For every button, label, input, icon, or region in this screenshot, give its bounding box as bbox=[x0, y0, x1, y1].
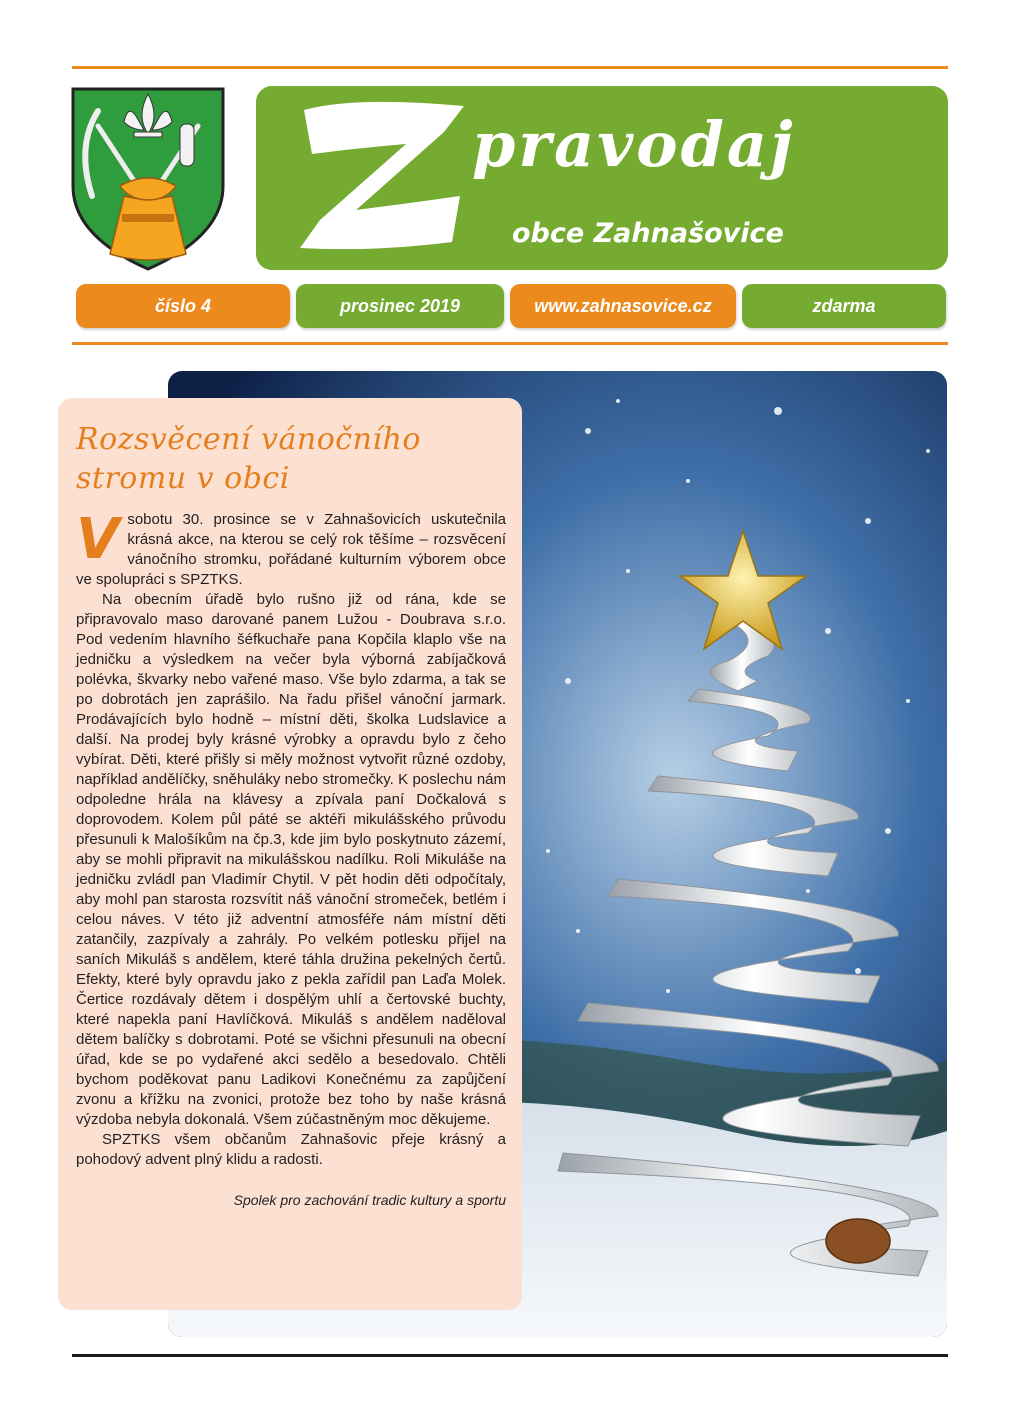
issue-date: prosinec 2019 bbox=[296, 284, 504, 328]
top-rule bbox=[72, 66, 948, 69]
article-paragraph: SPZTKS všem občanům Zahnašovic přeje krásný a pohodový advent plný klidu a radosti. bbox=[76, 1131, 506, 1168]
article-title: Rozsvěcení vánočního stromu v obci bbox=[76, 422, 421, 496]
header-rule bbox=[72, 342, 948, 345]
website-link[interactable]: www.zahnasovice.cz bbox=[534, 295, 712, 316]
article-box bbox=[58, 398, 522, 1310]
article-body bbox=[76, 507, 506, 1170]
price-badge: zdarma bbox=[742, 284, 946, 328]
article-paragraph: sobotu 30. prosince se v Zahnašovicích uskutečnila krásná akce, na kterou se celý rok těšíme – rozsvěcení vánočního stromku, pořádané kulturním výborem obce ve spolupráci s SPZTKS. bbox=[76, 511, 506, 588]
masthead-subtitle: obce Zahnašovice bbox=[512, 218, 784, 249]
website-badge[interactable] bbox=[510, 284, 736, 328]
footer-rule bbox=[72, 1354, 948, 1357]
masthead-z-glyph bbox=[294, 92, 474, 262]
masthead-title: pravodaj bbox=[472, 108, 796, 181]
issue-number: číslo 4 bbox=[76, 284, 290, 328]
drop-cap: V bbox=[76, 507, 120, 572]
article-paragraph: Na obecním úřadě bylo rušno již od rána, kde se připravovalo maso darované panem Lužou - Doubrava s.r.o. Pod vedením hlavního šéfkuchaře pana Kopčila klaplo vše na jedničku a výsledkem na večer byla výborná zabíjačková polévka, škvarky nebo vařené maso. Vše bylo zdarma, a tak se po dobrotách jen zaprášilo. Na řadu přišel vánoční jarmark. Prodávajících bylo hodně – místní děti, školka Ludslavice a další. Na prodej byly krásné výrobky a opravdu bylo z čeho vybírat. Děti, které přišly si měly možnost vytvořit různé ozdoby, například andělíčky, sněhuláky nebo stromečky. K poslechu nám odpoledne hrála na klávesy a zpívala paní Dočkalová s doprovodem. Kolem půl páté se aktéři mikulášského průvodu přesunuli k Malošíkům na čp.3, kde jim bylo poskytnuto zázemí, aby se mohli připravit na mikulášskou nadílku. Roli Mikuláše na jedničku zvládl pan Vladimír Chytil. V pět hodin děti odpočítaly, aby mohl pan starosta rozsvítit náš vánoční stromeček, betlém i celou náves. V této již adventní atmosféře nám místní děti zatančily, zazpívaly a zahrály. Po velkém potlesku přijel na saních Mikuláš s andělem, které táhla družina pekelných čertů. Efekty, které byly opravdu jako z pekla zařídil pan Laďa Molek. Čertice rozdávaly dětem i dospělým uhlí a čertovské buchty, které napekla paní Havlíčková. Mikuláš s andělem naděloval dětem balíčky s dobrotami. Poté se všichni přesunuli na obecní úřad, kde se po vydařené akci sedělo a besedovalo. Chtěli bychom poděkovat panu Ladikovi Konečnému za zapůjčení zvonu a křížku na zvonici, protože bez toho by naše krásná výzdoba nebyla dokonalá. Všem zúčastněným moc děkujeme. bbox=[76, 591, 506, 1128]
article-signature: Spolek pro zachování tradic kultury a sportu bbox=[233, 1192, 506, 1208]
masthead bbox=[256, 86, 948, 270]
coat-of-arms-icon bbox=[70, 86, 226, 272]
